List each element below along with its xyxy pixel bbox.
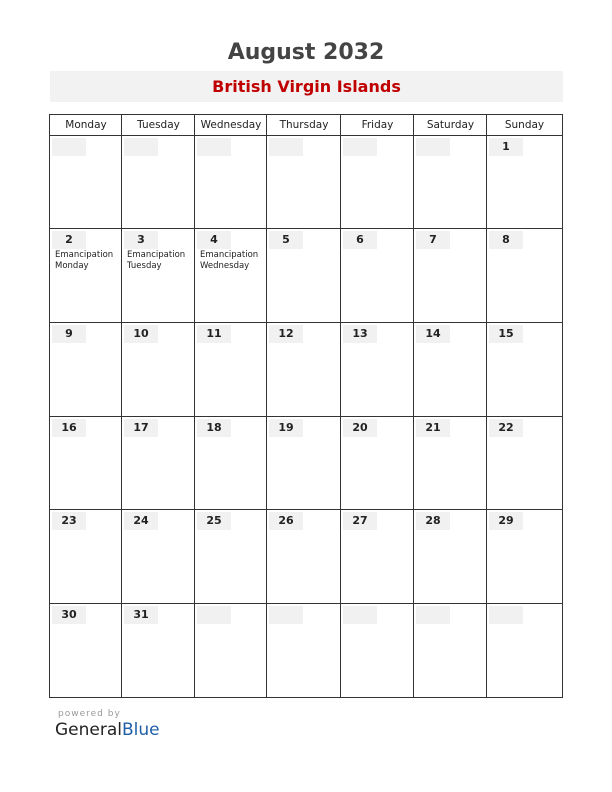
day-number: 20 bbox=[343, 419, 377, 437]
day-cell[interactable] bbox=[414, 604, 487, 697]
day-number: 24 bbox=[124, 512, 158, 530]
day-cell[interactable] bbox=[341, 510, 414, 604]
weekday-header: Sunday bbox=[504, 119, 545, 131]
day-number bbox=[343, 606, 377, 624]
day-cell[interactable] bbox=[267, 510, 341, 604]
day-cell[interactable] bbox=[195, 510, 267, 604]
day-cell[interactable] bbox=[414, 510, 487, 604]
day-number: 26 bbox=[269, 512, 303, 530]
generalblue-logo[interactable] bbox=[55, 720, 160, 740]
day-number: 1 bbox=[489, 138, 523, 156]
day-number: 16 bbox=[52, 419, 86, 437]
day-number: 25 bbox=[197, 512, 231, 530]
holiday-label: Emancipation Wednesday bbox=[200, 250, 259, 271]
day-cell[interactable] bbox=[487, 323, 562, 417]
day-number: 8 bbox=[489, 231, 523, 249]
day-cell[interactable] bbox=[487, 510, 562, 604]
day-number: 5 bbox=[269, 231, 303, 249]
day-number bbox=[197, 138, 231, 156]
holiday-label: Emancipation Monday bbox=[55, 250, 114, 271]
day-cell[interactable] bbox=[341, 417, 414, 510]
day-cell[interactable] bbox=[341, 323, 414, 417]
powered-by-label: powered by bbox=[58, 709, 121, 719]
day-number: 21 bbox=[416, 419, 450, 437]
day-number: 14 bbox=[416, 325, 450, 343]
day-number: 9 bbox=[52, 325, 86, 343]
day-number: 2 bbox=[52, 231, 86, 249]
day-number: 4 bbox=[197, 231, 231, 249]
day-cell[interactable] bbox=[122, 229, 195, 323]
day-cell[interactable] bbox=[341, 604, 414, 697]
day-number: 22 bbox=[489, 419, 523, 437]
day-number bbox=[489, 606, 523, 624]
day-number: 31 bbox=[124, 606, 158, 624]
day-number: 28 bbox=[416, 512, 450, 530]
day-cell[interactable] bbox=[487, 604, 562, 697]
day-number: 18 bbox=[197, 419, 231, 437]
day-number bbox=[52, 138, 86, 156]
day-cell[interactable] bbox=[267, 136, 341, 229]
day-number bbox=[197, 606, 231, 624]
day-cell[interactable] bbox=[122, 510, 195, 604]
day-number bbox=[343, 138, 377, 156]
day-cell[interactable] bbox=[50, 417, 122, 510]
day-number bbox=[124, 138, 158, 156]
day-number bbox=[269, 138, 303, 156]
day-cell[interactable] bbox=[341, 136, 414, 229]
day-number: 13 bbox=[343, 325, 377, 343]
day-number: 3 bbox=[124, 231, 158, 249]
day-cell[interactable] bbox=[267, 604, 341, 697]
day-cell[interactable] bbox=[414, 417, 487, 510]
calendar-grid bbox=[49, 114, 563, 698]
day-cell[interactable] bbox=[195, 323, 267, 417]
day-cell[interactable] bbox=[414, 323, 487, 417]
day-number: 27 bbox=[343, 512, 377, 530]
day-number bbox=[416, 606, 450, 624]
weekday-header: Monday bbox=[65, 119, 107, 131]
day-number: 30 bbox=[52, 606, 86, 624]
day-cell[interactable] bbox=[50, 604, 122, 697]
day-cell[interactable] bbox=[195, 417, 267, 510]
day-number: 7 bbox=[416, 231, 450, 249]
day-cell[interactable] bbox=[267, 229, 341, 323]
day-cell[interactable] bbox=[50, 136, 122, 229]
day-cell[interactable] bbox=[195, 229, 267, 323]
day-cell[interactable] bbox=[50, 229, 122, 323]
day-cell[interactable] bbox=[414, 136, 487, 229]
day-number: 10 bbox=[124, 325, 158, 343]
day-number: 17 bbox=[124, 419, 158, 437]
day-cell[interactable] bbox=[487, 229, 562, 323]
country-name: British Virgin Islands bbox=[212, 77, 401, 96]
day-cell[interactable] bbox=[50, 510, 122, 604]
day-cell[interactable] bbox=[487, 417, 562, 510]
weekday-header: Friday bbox=[361, 119, 394, 131]
weekday-header: Wednesday bbox=[200, 119, 262, 131]
day-number: 11 bbox=[197, 325, 231, 343]
calendar-title: August 2032 bbox=[227, 40, 385, 65]
weekday-header: Thursday bbox=[279, 119, 329, 131]
weekday-header: Tuesday bbox=[137, 119, 180, 131]
weekday-header: Saturday bbox=[426, 119, 475, 131]
day-cell[interactable] bbox=[487, 136, 562, 229]
day-number: 29 bbox=[489, 512, 523, 530]
day-number: 15 bbox=[489, 325, 523, 343]
day-number bbox=[416, 138, 450, 156]
day-cell[interactable] bbox=[122, 604, 195, 697]
day-cell[interactable] bbox=[414, 229, 487, 323]
day-number: 6 bbox=[343, 231, 377, 249]
day-cell[interactable] bbox=[122, 323, 195, 417]
day-number bbox=[269, 606, 303, 624]
brand-blue: Blue bbox=[122, 720, 160, 740]
day-number: 12 bbox=[269, 325, 303, 343]
day-cell[interactable] bbox=[122, 417, 195, 510]
day-cell[interactable] bbox=[50, 323, 122, 417]
brand-general: General bbox=[55, 720, 122, 740]
country-banner bbox=[50, 71, 563, 102]
day-cell[interactable] bbox=[122, 136, 195, 229]
day-cell[interactable] bbox=[341, 229, 414, 323]
day-cell[interactable] bbox=[195, 604, 267, 697]
day-cell[interactable] bbox=[267, 417, 341, 510]
day-number: 23 bbox=[52, 512, 86, 530]
day-number: 19 bbox=[269, 419, 303, 437]
holiday-label: Emancipation Tuesday bbox=[127, 250, 186, 271]
day-cell[interactable] bbox=[267, 323, 341, 417]
day-cell[interactable] bbox=[195, 136, 267, 229]
